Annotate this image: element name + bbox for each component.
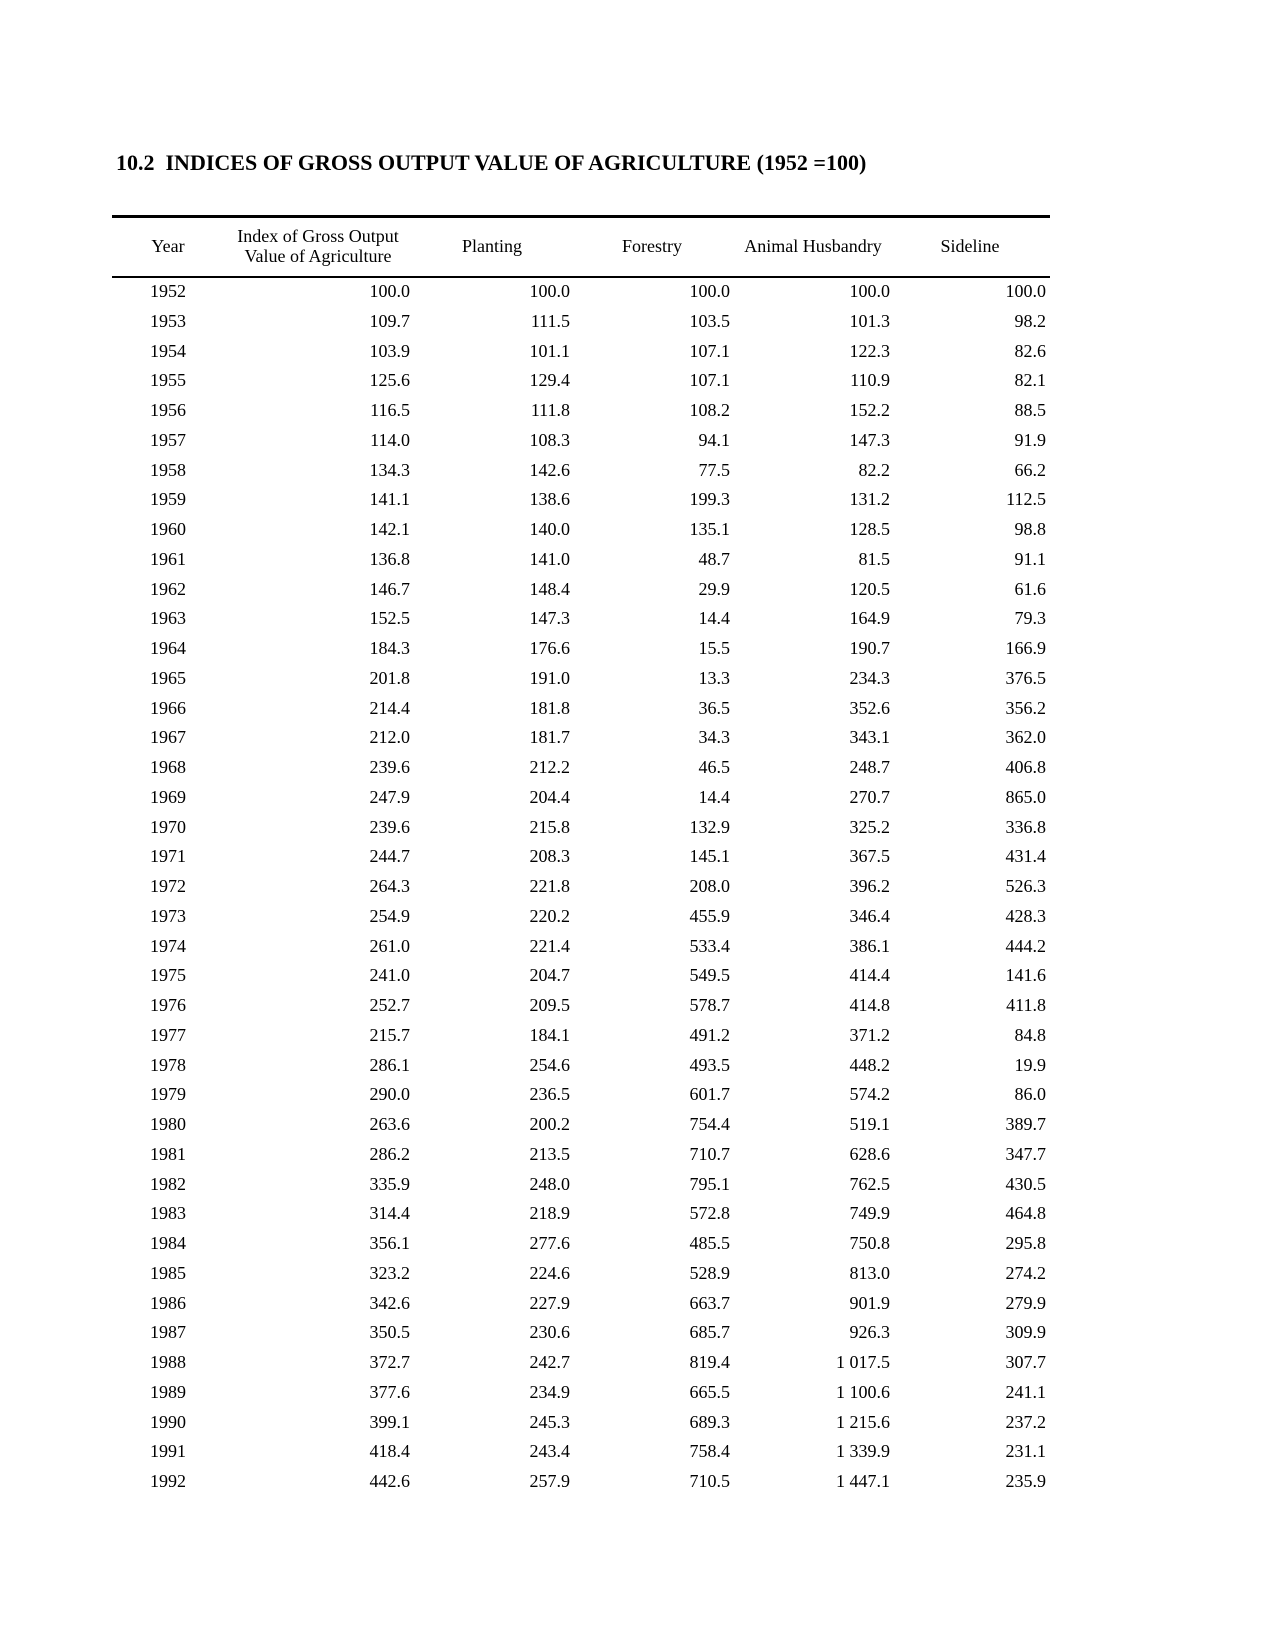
cell-year: 1956 bbox=[150, 400, 186, 420]
cell-year: 1990 bbox=[150, 1411, 186, 1432]
cell-planting: 142.6 bbox=[529, 459, 570, 480]
cell-animal-husbandry: 1 447.1 bbox=[836, 1471, 890, 1491]
cell-planting: 236.5 bbox=[529, 1084, 570, 1105]
cell-index: 241.0 bbox=[369, 965, 410, 986]
cell-index: 442.6 bbox=[369, 1471, 410, 1491]
cell-forestry: 208.0 bbox=[689, 876, 730, 896]
table-row bbox=[112, 336, 1050, 366]
cell-sideline: 66.2 bbox=[1014, 459, 1046, 480]
cell-planting: 181.7 bbox=[529, 727, 570, 748]
cell-forestry: 145.1 bbox=[689, 846, 730, 867]
cell-animal-husbandry: 343.1 bbox=[849, 727, 890, 748]
cell-index: 116.5 bbox=[370, 400, 410, 420]
cell-year: 1987 bbox=[150, 1322, 186, 1343]
cell-animal-husbandry: 346.4 bbox=[849, 905, 890, 926]
cell-planting: 204.4 bbox=[529, 786, 570, 807]
table-row bbox=[112, 1288, 1050, 1318]
cell-index: 214.4 bbox=[369, 697, 410, 718]
cell-animal-husbandry: 82.2 bbox=[858, 459, 890, 480]
table-top-rule bbox=[112, 215, 1050, 218]
cell-forestry: 689.3 bbox=[689, 1411, 730, 1432]
cell-animal-husbandry: 100.0 bbox=[849, 281, 890, 301]
cell-animal-husbandry: 110.9 bbox=[850, 370, 890, 391]
table-body bbox=[112, 276, 1050, 1496]
cell-index: 114.0 bbox=[370, 429, 410, 450]
cell-index: 212.0 bbox=[369, 727, 410, 748]
cell-planting: 221.4 bbox=[529, 935, 570, 956]
table-row bbox=[112, 871, 1050, 901]
cell-animal-husbandry: 926.3 bbox=[849, 1322, 890, 1343]
cell-index: 290.0 bbox=[369, 1084, 410, 1105]
cell-index: 142.1 bbox=[369, 519, 410, 539]
cell-planting: 141.0 bbox=[529, 548, 570, 569]
table-row bbox=[112, 633, 1050, 663]
cell-forestry: 107.1 bbox=[689, 340, 730, 361]
header-index-line2: Value of Agriculture bbox=[244, 246, 392, 266]
cell-index: 399.1 bbox=[369, 1411, 410, 1432]
cell-planting: 242.7 bbox=[529, 1352, 570, 1372]
header-year: Year bbox=[151, 236, 185, 256]
table-row bbox=[112, 1050, 1050, 1080]
cell-planting: 148.4 bbox=[529, 578, 570, 599]
cell-sideline: 279.9 bbox=[1005, 1292, 1046, 1313]
cell-year: 1983 bbox=[150, 1203, 186, 1224]
cell-planting: 184.1 bbox=[529, 1024, 570, 1045]
cell-animal-husbandry: 414.8 bbox=[849, 995, 890, 1015]
cell-year: 1984 bbox=[150, 1233, 186, 1253]
cell-year: 1985 bbox=[150, 1262, 186, 1283]
cell-sideline: 865.0 bbox=[1005, 786, 1046, 807]
table-row bbox=[112, 1139, 1050, 1169]
cell-index: 184.3 bbox=[369, 638, 410, 658]
table-row bbox=[112, 812, 1050, 842]
cell-forestry: 100.0 bbox=[689, 281, 730, 301]
cell-animal-husbandry: 101.3 bbox=[849, 310, 890, 331]
cell-planting: 234.9 bbox=[529, 1381, 570, 1402]
cell-forestry: 199.3 bbox=[689, 489, 730, 510]
cell-year: 1986 bbox=[150, 1292, 186, 1313]
cell-index: 377.6 bbox=[369, 1381, 410, 1402]
cell-forestry: 132.9 bbox=[689, 816, 730, 837]
cell-forestry: 94.1 bbox=[698, 429, 730, 450]
cell-sideline: 241.1 bbox=[1005, 1381, 1046, 1402]
cell-planting: 204.7 bbox=[529, 965, 570, 986]
cell-animal-husbandry: 1 215.6 bbox=[836, 1411, 890, 1432]
cell-index: 286.1 bbox=[369, 1054, 410, 1075]
cell-sideline: 406.8 bbox=[1005, 757, 1046, 777]
cell-forestry: 493.5 bbox=[689, 1054, 730, 1075]
cell-forestry: 754.4 bbox=[689, 1114, 730, 1134]
cell-index: 247.9 bbox=[369, 786, 410, 807]
table-row bbox=[112, 990, 1050, 1020]
table-row bbox=[112, 663, 1050, 693]
cell-forestry: 710.7 bbox=[689, 1143, 730, 1164]
cell-year: 1955 bbox=[150, 370, 186, 391]
cell-sideline: 309.9 bbox=[1005, 1322, 1046, 1343]
cell-index: 356.1 bbox=[369, 1233, 410, 1253]
cell-forestry: 108.2 bbox=[689, 400, 730, 420]
cell-sideline: 79.3 bbox=[1014, 608, 1046, 629]
cell-animal-husbandry: 248.7 bbox=[849, 757, 890, 777]
cell-animal-husbandry: 120.5 bbox=[849, 578, 890, 599]
cell-animal-husbandry: 128.5 bbox=[849, 519, 890, 539]
cell-sideline: 61.6 bbox=[1014, 578, 1046, 599]
cell-year: 1978 bbox=[150, 1054, 186, 1075]
cell-forestry: 549.5 bbox=[689, 965, 730, 986]
cell-year: 1963 bbox=[150, 608, 186, 629]
cell-sideline: 411.8 bbox=[1006, 995, 1046, 1015]
cell-sideline: 82.6 bbox=[1014, 340, 1046, 361]
table-row bbox=[112, 693, 1050, 723]
cell-index: 141.1 bbox=[369, 489, 410, 510]
header-sideline: Sideline bbox=[940, 236, 1000, 256]
cell-forestry: 572.8 bbox=[689, 1203, 730, 1224]
cell-animal-husbandry: 371.2 bbox=[849, 1024, 890, 1045]
cell-index: 215.7 bbox=[369, 1024, 410, 1045]
table-row bbox=[112, 276, 1050, 306]
cell-animal-husbandry: 270.7 bbox=[849, 786, 890, 807]
cell-forestry: 663.7 bbox=[689, 1292, 730, 1313]
cell-sideline: 231.1 bbox=[1005, 1441, 1046, 1462]
table-row bbox=[112, 395, 1050, 425]
cell-forestry: 29.9 bbox=[698, 578, 730, 599]
cell-index: 136.8 bbox=[369, 548, 410, 569]
cell-index: 418.4 bbox=[369, 1441, 410, 1462]
cell-forestry: 710.5 bbox=[689, 1471, 730, 1491]
cell-animal-husbandry: 574.2 bbox=[849, 1084, 890, 1105]
cell-index: 342.6 bbox=[369, 1292, 410, 1313]
cell-sideline: 347.7 bbox=[1005, 1143, 1046, 1164]
cell-sideline: 19.9 bbox=[1014, 1054, 1046, 1075]
cell-sideline: 389.7 bbox=[1005, 1114, 1046, 1134]
cell-index: 264.3 bbox=[369, 876, 410, 896]
header-planting: Planting bbox=[461, 236, 522, 256]
cell-year: 1954 bbox=[150, 340, 186, 361]
cell-forestry: 491.2 bbox=[689, 1024, 730, 1045]
cell-animal-husbandry: 122.3 bbox=[849, 340, 890, 361]
cell-planting: 221.8 bbox=[529, 876, 570, 896]
table-row bbox=[112, 1258, 1050, 1288]
cell-sideline: 86.0 bbox=[1014, 1084, 1046, 1105]
cell-year: 1952 bbox=[150, 281, 186, 301]
cell-sideline: 98.2 bbox=[1014, 310, 1046, 331]
cell-index: 261.0 bbox=[369, 935, 410, 956]
cell-planting: 243.4 bbox=[529, 1441, 570, 1462]
cell-index: 254.9 bbox=[369, 905, 410, 926]
cell-index: 100.0 bbox=[369, 281, 410, 301]
cell-year: 1965 bbox=[150, 667, 186, 688]
cell-sideline: 376.5 bbox=[1005, 667, 1046, 688]
cell-animal-husbandry: 750.8 bbox=[849, 1233, 890, 1253]
cell-sideline: 526.3 bbox=[1005, 876, 1046, 896]
cell-planting: 227.9 bbox=[529, 1292, 570, 1313]
cell-year: 1973 bbox=[150, 905, 186, 926]
header-forestry: Forestry bbox=[622, 236, 682, 256]
cell-animal-husbandry: 901.9 bbox=[849, 1292, 890, 1313]
cell-index: 323.2 bbox=[369, 1262, 410, 1283]
cell-sideline: 98.8 bbox=[1014, 519, 1046, 539]
cell-sideline: 307.7 bbox=[1005, 1352, 1046, 1372]
cell-index: 125.6 bbox=[369, 370, 410, 391]
cell-year: 1968 bbox=[150, 757, 186, 777]
cell-forestry: 455.9 bbox=[689, 905, 730, 926]
cell-index: 252.7 bbox=[369, 995, 410, 1015]
cell-animal-husbandry: 131.2 bbox=[849, 489, 890, 510]
header-index bbox=[218, 226, 418, 266]
cell-year: 1989 bbox=[150, 1381, 186, 1402]
cell-planting: 277.6 bbox=[529, 1233, 570, 1253]
cell-forestry: 48.7 bbox=[698, 548, 730, 569]
cell-year: 1992 bbox=[150, 1471, 186, 1491]
cell-forestry: 665.5 bbox=[689, 1381, 730, 1402]
cell-planting: 147.3 bbox=[529, 608, 570, 629]
cell-sideline: 166.9 bbox=[1005, 638, 1046, 658]
cell-index: 201.8 bbox=[369, 667, 410, 688]
cell-year: 1957 bbox=[150, 429, 186, 450]
cell-sideline: 84.8 bbox=[1014, 1024, 1046, 1045]
cell-animal-husbandry: 164.9 bbox=[849, 608, 890, 629]
table-row bbox=[112, 1198, 1050, 1228]
cell-forestry: 795.1 bbox=[689, 1173, 730, 1194]
table-row bbox=[112, 841, 1050, 871]
cell-animal-husbandry: 1 339.9 bbox=[836, 1441, 890, 1462]
cell-planting: 111.5 bbox=[530, 310, 570, 331]
cell-year: 1969 bbox=[150, 786, 186, 807]
cell-sideline: 88.5 bbox=[1014, 400, 1046, 420]
cell-forestry: 14.4 bbox=[698, 608, 730, 629]
cell-sideline: 431.4 bbox=[1005, 846, 1046, 867]
cell-index: 314.4 bbox=[369, 1203, 410, 1224]
table-row bbox=[112, 1169, 1050, 1199]
table-row bbox=[112, 1020, 1050, 1050]
table-row bbox=[112, 484, 1050, 514]
cell-year: 1967 bbox=[150, 727, 186, 748]
table-row bbox=[112, 1436, 1050, 1466]
cell-animal-husbandry: 325.2 bbox=[849, 816, 890, 837]
table-row bbox=[112, 1079, 1050, 1109]
cell-animal-husbandry: 519.1 bbox=[849, 1114, 890, 1134]
cell-sideline: 82.1 bbox=[1014, 370, 1046, 391]
cell-sideline: 464.8 bbox=[1005, 1203, 1046, 1224]
cell-animal-husbandry: 396.2 bbox=[849, 876, 890, 896]
cell-index: 335.9 bbox=[369, 1173, 410, 1194]
cell-planting: 212.2 bbox=[529, 757, 570, 777]
cell-index: 109.7 bbox=[369, 310, 410, 331]
table-row bbox=[112, 306, 1050, 336]
cell-planting: 100.0 bbox=[529, 281, 570, 301]
table-row bbox=[112, 782, 1050, 812]
cell-forestry: 14.4 bbox=[698, 786, 730, 807]
cell-animal-husbandry: 81.5 bbox=[858, 548, 890, 569]
cell-planting: 140.0 bbox=[529, 519, 570, 539]
header-index-line1: Index of Gross Output bbox=[237, 226, 399, 246]
cell-sideline: 141.6 bbox=[1005, 965, 1046, 986]
cell-index: 286.2 bbox=[369, 1143, 410, 1164]
cell-sideline: 444.2 bbox=[1005, 935, 1046, 956]
cell-planting: 248.0 bbox=[529, 1173, 570, 1194]
cell-forestry: 485.5 bbox=[689, 1233, 730, 1253]
cell-sideline: 112.5 bbox=[1006, 489, 1046, 510]
cell-forestry: 34.3 bbox=[698, 727, 730, 748]
table-row bbox=[112, 455, 1050, 485]
cell-animal-husbandry: 234.3 bbox=[849, 667, 890, 688]
cell-sideline: 356.2 bbox=[1005, 697, 1046, 718]
cell-forestry: 13.3 bbox=[698, 667, 730, 688]
cell-year: 1971 bbox=[150, 846, 186, 867]
cell-animal-husbandry: 190.7 bbox=[849, 638, 890, 658]
cell-year: 1972 bbox=[150, 876, 186, 896]
cell-year: 1979 bbox=[150, 1084, 186, 1105]
cell-planting: 181.8 bbox=[529, 697, 570, 718]
table-row bbox=[112, 603, 1050, 633]
cell-year: 1961 bbox=[150, 548, 186, 569]
cell-planting: 191.0 bbox=[529, 667, 570, 688]
cell-animal-husbandry: 628.6 bbox=[849, 1143, 890, 1164]
cell-year: 1970 bbox=[150, 816, 186, 837]
cell-planting: 220.2 bbox=[529, 905, 570, 926]
cell-year: 1988 bbox=[150, 1352, 186, 1372]
cell-year: 1959 bbox=[150, 489, 186, 510]
cell-year: 1976 bbox=[150, 995, 186, 1015]
cell-forestry: 77.5 bbox=[698, 459, 730, 480]
header-animal-husbandry: Animal Husbandry bbox=[744, 236, 882, 256]
cell-animal-husbandry: 152.2 bbox=[849, 400, 890, 420]
cell-forestry: 15.5 bbox=[698, 638, 730, 658]
cell-year: 1960 bbox=[150, 519, 186, 539]
cell-planting: 138.6 bbox=[529, 489, 570, 510]
table-row bbox=[112, 425, 1050, 455]
cell-year: 1980 bbox=[150, 1114, 186, 1134]
cell-year: 1966 bbox=[150, 697, 186, 718]
table-row bbox=[112, 1317, 1050, 1347]
cell-sideline: 274.2 bbox=[1005, 1262, 1046, 1283]
cell-index: 263.6 bbox=[369, 1114, 410, 1134]
table-row bbox=[112, 931, 1050, 961]
cell-year: 1958 bbox=[150, 459, 186, 480]
table-row bbox=[112, 514, 1050, 544]
cell-forestry: 601.7 bbox=[689, 1084, 730, 1105]
cell-forestry: 533.4 bbox=[689, 935, 730, 956]
cell-index: 103.9 bbox=[369, 340, 410, 361]
cell-forestry: 135.1 bbox=[689, 519, 730, 539]
cell-year: 1974 bbox=[150, 935, 186, 956]
cell-sideline: 362.0 bbox=[1005, 727, 1046, 748]
cell-animal-husbandry: 147.3 bbox=[849, 429, 890, 450]
cell-index: 239.6 bbox=[369, 816, 410, 837]
cell-year: 1981 bbox=[150, 1143, 186, 1164]
cell-forestry: 685.7 bbox=[689, 1322, 730, 1343]
cell-animal-husbandry: 1 100.6 bbox=[836, 1381, 890, 1402]
cell-forestry: 107.1 bbox=[689, 370, 730, 391]
cell-planting: 111.8 bbox=[530, 400, 570, 420]
cell-animal-husbandry: 448.2 bbox=[849, 1054, 890, 1075]
cell-sideline: 91.1 bbox=[1014, 548, 1046, 569]
table-row bbox=[112, 1228, 1050, 1258]
cell-year: 1991 bbox=[150, 1441, 186, 1462]
table-row bbox=[112, 1377, 1050, 1407]
cell-planting: 208.3 bbox=[529, 846, 570, 867]
cell-animal-husbandry: 762.5 bbox=[849, 1173, 890, 1194]
cell-forestry: 46.5 bbox=[698, 757, 730, 777]
cell-planting: 101.1 bbox=[529, 340, 570, 361]
cell-index: 244.7 bbox=[369, 846, 410, 867]
cell-planting: 213.5 bbox=[529, 1143, 570, 1164]
cell-animal-husbandry: 367.5 bbox=[849, 846, 890, 867]
cell-planting: 215.8 bbox=[529, 816, 570, 837]
cell-forestry: 758.4 bbox=[689, 1441, 730, 1462]
table-row bbox=[112, 1466, 1050, 1496]
table-row bbox=[112, 752, 1050, 782]
cell-index: 134.3 bbox=[369, 459, 410, 480]
cell-forestry: 578.7 bbox=[689, 995, 730, 1015]
cell-planting: 224.6 bbox=[529, 1262, 570, 1283]
table-row bbox=[112, 960, 1050, 990]
page-title: 10.2 INDICES OF GROSS OUTPUT VALUE OF AGRICULTURE (1952 =100) bbox=[116, 150, 867, 175]
cell-planting: 257.9 bbox=[529, 1471, 570, 1491]
table-row bbox=[112, 901, 1050, 931]
table-row bbox=[112, 1347, 1050, 1377]
cell-planting: 218.9 bbox=[529, 1203, 570, 1224]
cell-planting: 254.6 bbox=[529, 1054, 570, 1075]
cell-sideline: 237.2 bbox=[1005, 1411, 1046, 1432]
cell-planting: 209.5 bbox=[529, 995, 570, 1015]
cell-planting: 200.2 bbox=[529, 1114, 570, 1134]
cell-sideline: 295.8 bbox=[1005, 1233, 1046, 1253]
cell-animal-husbandry: 386.1 bbox=[849, 935, 890, 956]
cell-sideline: 235.9 bbox=[1005, 1471, 1046, 1491]
cell-planting: 230.6 bbox=[529, 1322, 570, 1343]
cell-sideline: 100.0 bbox=[1005, 281, 1046, 301]
cell-animal-husbandry: 414.4 bbox=[849, 965, 890, 986]
cell-planting: 176.6 bbox=[529, 638, 570, 658]
cell-index: 350.5 bbox=[369, 1322, 410, 1343]
table-row bbox=[112, 722, 1050, 752]
cell-sideline: 336.8 bbox=[1005, 816, 1046, 837]
cell-index: 152.5 bbox=[369, 608, 410, 629]
cell-year: 1977 bbox=[150, 1024, 186, 1045]
table-row bbox=[112, 1407, 1050, 1437]
cell-sideline: 428.3 bbox=[1005, 905, 1046, 926]
cell-sideline: 430.5 bbox=[1005, 1173, 1046, 1194]
cell-year: 1964 bbox=[150, 638, 186, 658]
table-row bbox=[112, 574, 1050, 604]
cell-index: 372.7 bbox=[369, 1352, 410, 1372]
table-row bbox=[112, 365, 1050, 395]
table-row bbox=[112, 1109, 1050, 1139]
cell-year: 1975 bbox=[150, 965, 186, 986]
cell-index: 146.7 bbox=[369, 578, 410, 599]
cell-planting: 245.3 bbox=[529, 1411, 570, 1432]
cell-year: 1982 bbox=[150, 1173, 186, 1194]
cell-animal-husbandry: 813.0 bbox=[849, 1262, 890, 1283]
cell-forestry: 103.5 bbox=[689, 310, 730, 331]
cell-forestry: 819.4 bbox=[689, 1352, 730, 1372]
cell-animal-husbandry: 749.9 bbox=[849, 1203, 890, 1224]
cell-planting: 108.3 bbox=[529, 429, 570, 450]
cell-animal-husbandry: 352.6 bbox=[849, 697, 890, 718]
cell-year: 1962 bbox=[150, 578, 186, 599]
cell-forestry: 36.5 bbox=[698, 697, 730, 718]
table-row bbox=[112, 544, 1050, 574]
cell-animal-husbandry: 1 017.5 bbox=[836, 1352, 890, 1372]
cell-forestry: 528.9 bbox=[689, 1262, 730, 1283]
cell-sideline: 91.9 bbox=[1014, 429, 1046, 450]
cell-planting: 129.4 bbox=[529, 370, 570, 391]
cell-year: 1953 bbox=[150, 310, 186, 331]
cell-index: 239.6 bbox=[369, 757, 410, 777]
